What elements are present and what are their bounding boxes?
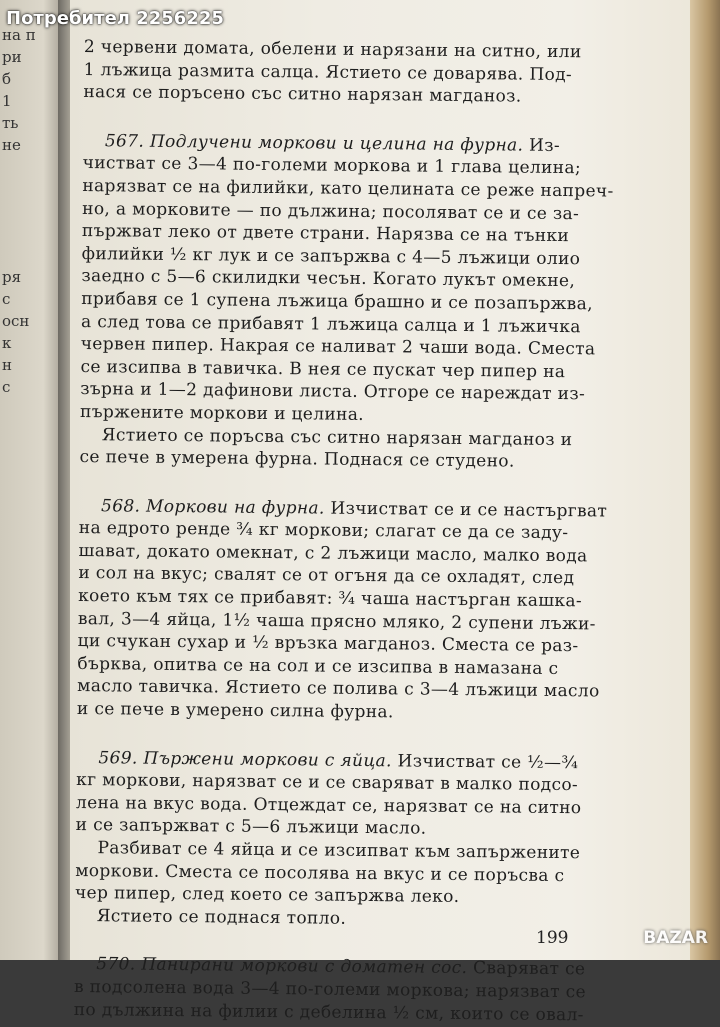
recipe-text bbox=[74, 36, 644, 1027]
line-text: се изсипва в тавичка. В нея се пускат чер пипер на bbox=[80, 356, 566, 382]
line-text: по дължина на филии с дебелина ½ см, които се овал- bbox=[73, 999, 584, 1025]
left-page-fragment: б bbox=[2, 70, 12, 88]
line-text: лена на вкус вода. Отцеждат се, нарязват се на ситно bbox=[75, 792, 582, 819]
line-text: 2 червени домата, обелени и нарязани на ситно, или bbox=[83, 36, 582, 63]
left-page-fragment: ря bbox=[2, 268, 22, 286]
line-text: моркови. Сместа се посолява на вкус и се поръсва с bbox=[75, 860, 565, 886]
line-text: Ястието се поръсва със ситно нарязан магданоз и bbox=[101, 424, 573, 450]
line-text: Сваряват се bbox=[467, 958, 586, 980]
line-text: бърква, опитва се на сол и се изсипва в намазана с bbox=[77, 653, 559, 679]
line-text: Изчистват се ½—¾ bbox=[391, 750, 579, 773]
line-text: се пече в умерена фурна. Поднася се студено. bbox=[79, 447, 515, 472]
recipe-title: 568. Моркови на фурна. bbox=[100, 495, 325, 519]
line-text: което към тях се прибавят: ¾ чаша настърган кашка- bbox=[78, 586, 583, 612]
line-text: заедно с 5—6 скилидки чесън. Когато лукът омекне, bbox=[81, 266, 576, 292]
line-text: филийки ½ кг лук и се запържва с 4—5 лъжици олио bbox=[81, 243, 581, 269]
line-text: Разбиват се 4 яйца и се изсипват към запържените bbox=[97, 838, 581, 864]
left-page-fragment: осн bbox=[2, 312, 30, 330]
left-page-fragment: не bbox=[2, 136, 21, 154]
left-page-fragment: ри bbox=[2, 48, 22, 66]
recipe-title: 567. Подлучени моркови и целина на фурна. bbox=[104, 131, 524, 156]
left-page-fragment: к bbox=[2, 334, 12, 352]
page-edge bbox=[690, 0, 720, 960]
line-text: на едрото ренде ¾ кг моркови; слагат се да се заду- bbox=[78, 518, 569, 544]
line-text: и се пече в умерено силна фурна. bbox=[76, 698, 394, 723]
left-page-fragment: с bbox=[2, 378, 11, 396]
line-text: чер пипер, след което се запържва леко. bbox=[74, 883, 460, 908]
line-text: и сол на вкус; свалят се от огъня да се охладят, след bbox=[78, 563, 575, 589]
line-text: вал, 3—4 яйца, 1½ чаша прясно мляко, 2 супени лъжи- bbox=[77, 608, 596, 635]
recipe-title: 570. Панирани моркови с доматен сос. bbox=[96, 954, 468, 979]
line-text: и се запържват с 5—6 лъжици масло. bbox=[75, 815, 427, 840]
line-text: ци счукан сухар и ½ връзка магданоз. Сместа се раз- bbox=[77, 631, 579, 657]
line-text: но, а морковите — по дължина; посоляват се и се за- bbox=[82, 198, 580, 224]
left-page-fragment: н bbox=[2, 356, 12, 374]
line-text: Изчистват се и се настъргват bbox=[324, 498, 608, 522]
line-text: червен пипер. Накрая се наливат 2 чаши вода. Сместа bbox=[80, 334, 596, 360]
line-text: зърна и 1—2 дафинови листа. Отгоре се нареждат из- bbox=[80, 379, 586, 405]
line-text: пържените моркови и целина. bbox=[79, 401, 365, 425]
line-text: чистват се 3—4 по-големи моркова и 1 глава целина; bbox=[82, 153, 582, 179]
page-number: 199 bbox=[536, 928, 569, 948]
line-text: в подсолена вода 3—4 по-големи моркова; нарязват се bbox=[73, 976, 587, 1003]
line-text: масло тавичка. Ястието се полива с 3—4 лъжици масло bbox=[77, 676, 600, 702]
line-text: пържват леко от двете страни. Нарязва се на тънки bbox=[81, 221, 570, 247]
left-page bbox=[0, 0, 62, 960]
user-watermark: Потребител 2256225 bbox=[6, 8, 224, 29]
left-page-fragment: 1 bbox=[2, 92, 12, 110]
bazar-logo: BAZAR bbox=[643, 928, 708, 948]
left-page-fragment: на п bbox=[2, 26, 36, 44]
line-text: Из- bbox=[523, 135, 561, 156]
line-text: нарязват се на филийки, като целината се реже напреч- bbox=[82, 175, 614, 202]
line-text: а след това се прибавят 1 лъжица салца и 1 лъжичка bbox=[80, 311, 581, 337]
right-page bbox=[70, 0, 695, 1025]
line-text: кг моркови, нарязват се и се сваряват в малко подсо- bbox=[76, 770, 579, 796]
recipe-title: 569. Пържени моркови с яйца. bbox=[98, 747, 392, 771]
line-text: 1 лъжица размита салца. Ястието се доварява. Под- bbox=[83, 59, 573, 85]
left-page-fragments bbox=[2, 24, 60, 398]
line-text: Ястието се поднася топло. bbox=[96, 905, 347, 929]
left-page-fragment: с bbox=[2, 290, 11, 308]
line-text: шават, докато омекнат, с 2 лъжици масло, малко вода bbox=[78, 540, 588, 567]
left-page-fragment: ть bbox=[2, 114, 19, 132]
line-text: нася се поръсено със ситно нарязан магданоз. bbox=[83, 82, 522, 107]
line-text: прибавя се 1 супена лъжица брашно и се позапържва, bbox=[81, 288, 593, 315]
